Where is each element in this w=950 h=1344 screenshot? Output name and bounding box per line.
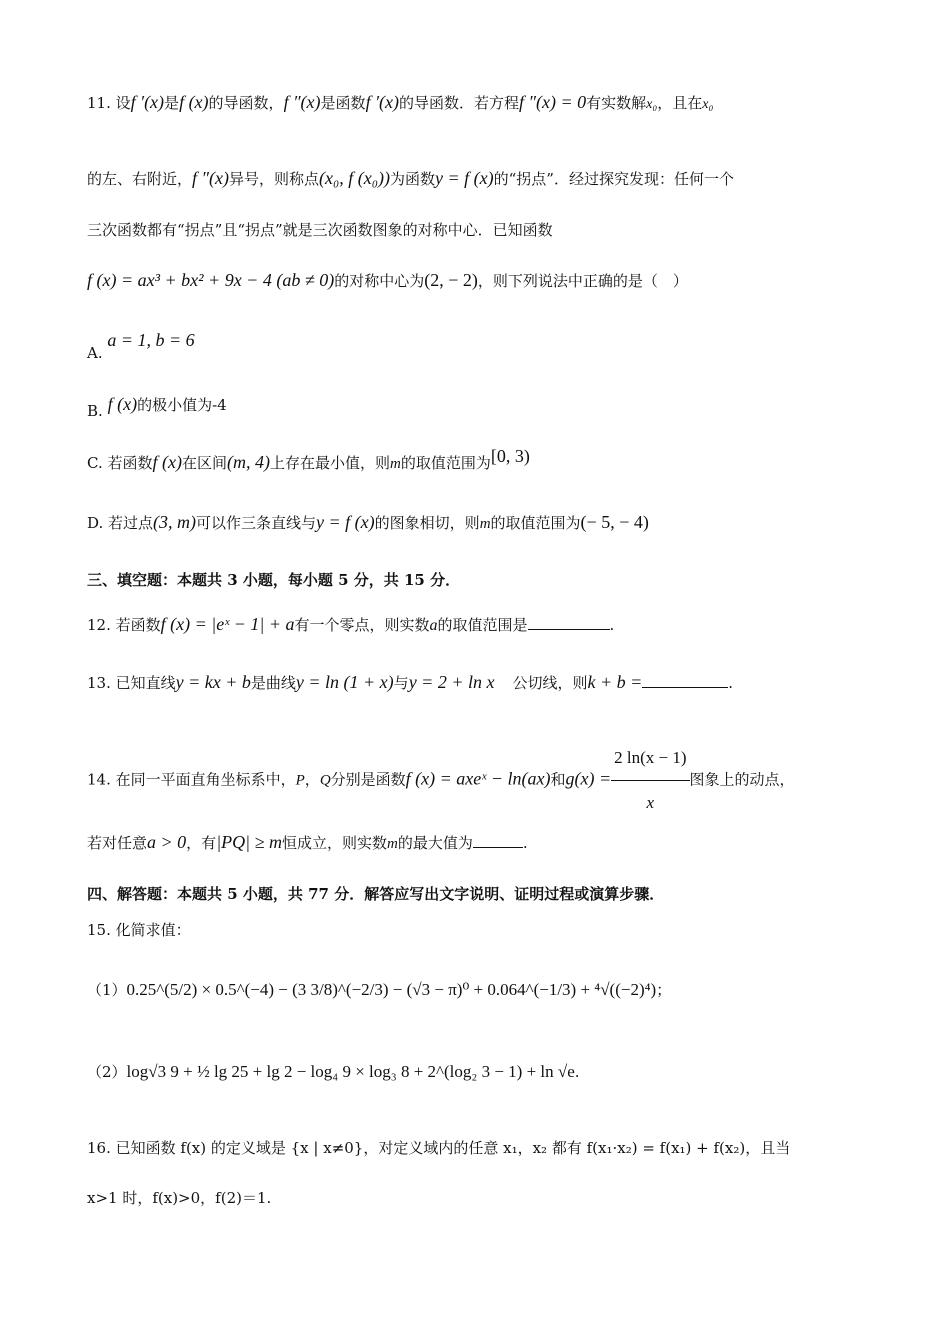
math-expr: f ′(x) (365, 92, 399, 112)
q13: 13. 已知直线y = kx + b是曲线y = ln (1 + x)与y = 2 + ln x 公切线，则k + b = . (87, 672, 734, 692)
math-expr: f ′(x) (130, 92, 165, 112)
math-expr: y = ln (1 + x) (295, 672, 394, 692)
math-expr: f (x) (179, 92, 209, 112)
q14-line-2: 若对任意a > 0，有|PQ| ≥ m恒成立，则实数m的最大值为 . (87, 832, 528, 852)
math-expr: f (x) = axeˣ − ln(ax) (405, 768, 551, 789)
q14-line-1: 14. 在同一平面直角坐标系中，P，Q分别是函数f (x) = axeˣ − ln(ax)和g(x) = $\frac{2 \ln(x - 1)}{x}$ 图象上的动点， (87, 736, 795, 825)
math-expr: f ″(x) (283, 92, 321, 112)
q11-line-4: f (x) = ax³ + bx² + 9x − 4 (ab ≠ 0)的对称中心为(2, − 2)，则下列说法中正确的是（ ） (87, 270, 688, 290)
math-expr: 0.25^(5/2) × 0.5^(−4) − (3 3/8)^(−2/3) − (√3 − π)⁰ + 0.064^(−1/3) + ⁴√((−2)⁴) (126, 980, 657, 999)
option-b: B. f (x)的极小值为-4 (87, 394, 227, 420)
math-expr: a > 0 (147, 832, 187, 852)
math-expr: g(x) = (565, 768, 612, 789)
math-expr: x₀ (702, 97, 714, 112)
math-expr: |PQ| ≥ m (216, 832, 282, 852)
answer-blank[interactable] (642, 673, 728, 688)
math-expr: x₀ (646, 97, 658, 112)
q15-part-2: （2）log√3 9 + ½ lg 25 + lg 2 − log₄ 9 × log₃ 8 + 2^(log₂ 3 − 1) + ln √e. (87, 1062, 580, 1081)
math-expr: (m, 4) (226, 452, 270, 472)
math-expr: f ″(x) (192, 168, 229, 188)
q11-line-2: 的左、右附近，f ″(x)异号，则称点(x₀, f (x₀))为函数y = f (x)的“拐点”．经过探究发现：任何一个 (87, 168, 734, 188)
answer-blank[interactable] (473, 833, 523, 848)
q15-title: 15. 化简求值： (87, 921, 191, 939)
math-expr: y = 2 + ln x (408, 672, 495, 692)
option-d: D. 若过点(3, m)可以作三条直线与y = f (x)的图象相切，则m的取值范围为(− 5, − 4) (87, 512, 649, 532)
q11-line-1: 11. 设f ′(x)是f (x)的导函数，f ″(x)是函数f ′(x)的导函数．若方程f ″(x) = 0有实数解x₀，且在x₀ (87, 92, 714, 112)
fraction: $\frac{2 \ln(x - 1)}{x}$ (611, 736, 689, 825)
math-expr: f ″(x) = 0 (519, 92, 587, 112)
math-expr: m (390, 456, 401, 472)
math-expr: f (x) (107, 394, 138, 414)
math-expr: (x₀, f (x₀)) (319, 168, 390, 188)
math-expr: a = 1, b = 6 (107, 330, 195, 350)
q11-line-3: 三次函数都有“拐点”且“拐点”就是三次函数图象的对称中心．已知函数 (87, 221, 553, 239)
q15-part-1: （1）0.25^(5/2) × 0.5^(−4) − (3 3/8)^(−2/3) − (√3 − π)⁰ + 0.064^(−1/3) + ⁴√((−2)⁴)； (87, 980, 672, 999)
q12: 12. 若函数f (x) = |eˣ − 1| + a有一个零点，则实数a的取值范围是 . (87, 614, 615, 634)
math-expr: a (429, 617, 438, 634)
answer-blank[interactable] (528, 615, 610, 630)
option-c: C. 若函数f (x)在区间(m, 4)上存在最小值，则m的取值范围为[0, 3) (87, 446, 530, 472)
math-expr: (3, m) (153, 512, 197, 532)
math-expr: y = f (x) (316, 512, 375, 532)
math-expr: [0, 3) (490, 446, 530, 466)
q16-line-1: 16. 已知函数 f(x) 的定义域是 {x | x≠0}，对定义域内的任意 x₁，x₂ 都有 f(x₁·x₂) = f(x₁) + f(x₂)，且当 (87, 1139, 791, 1157)
math-expr: y = f (x) (435, 168, 494, 188)
math-expr: f (x) (152, 452, 182, 472)
math-expr: f (x) = |eˣ − 1| + a (160, 614, 295, 634)
section-4-heading: 四、解答题：本题共 5 小题，共 77 分．解答应写出文字说明、证明过程或演算步骤． (87, 885, 665, 903)
q16-line-2: x>1 时，f(x)>0，f(2)＝1. (87, 1189, 272, 1207)
math-expr: f (x) = ax³ + bx² + 9x − 4 (ab ≠ 0) (87, 270, 335, 290)
option-a: A. a = 1, b = 6 (87, 330, 195, 362)
math-expr: y = kx + b (175, 672, 251, 692)
math-expr: (2, − 2) (424, 270, 478, 290)
math-expr: m (479, 516, 491, 532)
math-expr: k + b = (587, 672, 643, 692)
math-expr: log√3 9 + ½ lg 25 + lg 2 − log₄ 9 × log₃ 8 + 2^(log₂ 3 − 1) + ln √e (126, 1062, 575, 1081)
math-expr: (− 5, − 4) (580, 512, 649, 532)
section-3-heading: 三、填空题：本题共 3 小题，每小题 5 分，共 15 分． (87, 571, 461, 589)
